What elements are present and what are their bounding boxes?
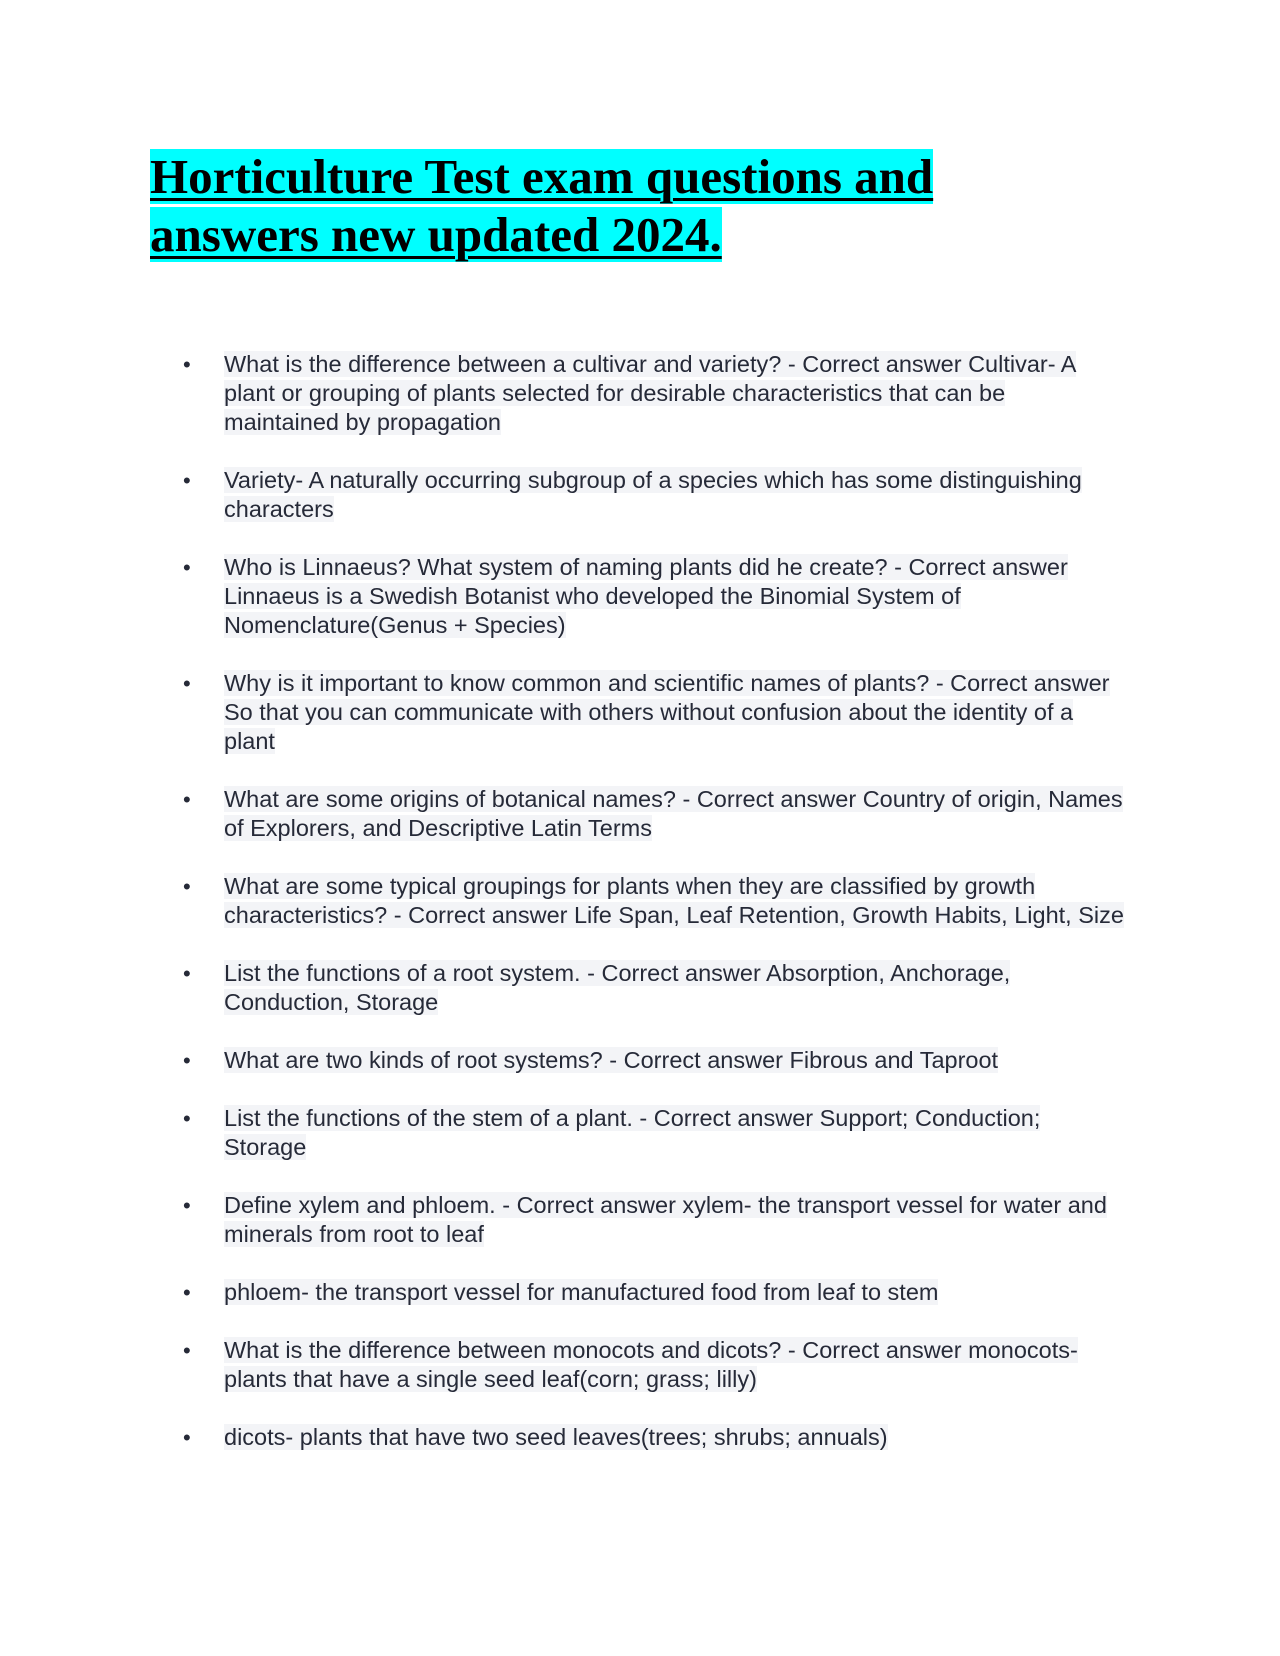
bullet-icon: • [183, 787, 191, 812]
list-item [183, 553, 1124, 640]
bullet-icon: • [183, 1048, 191, 1073]
list-item [183, 785, 1124, 843]
list-item [183, 1336, 1124, 1394]
title-line-2: answers new updated 2024. [150, 207, 722, 262]
bullet-icon: • [183, 1106, 191, 1131]
bullet-icon: • [183, 1193, 191, 1218]
bullet-icon: • [183, 671, 191, 696]
bullet-icon: • [183, 1338, 191, 1363]
list-item [183, 669, 1124, 756]
list-item-text: List the functions of a root system. - Correct answer Absorption, Anchorage, Conduction, Storage [224, 960, 1011, 1015]
list-item-text: What are some typical groupings for plants when they are classified by growth characteristics? - Correct answer Life Span, Leaf Retention, Growth Habits, Light, Size [224, 873, 1124, 928]
bullet-icon: • [183, 352, 191, 377]
list-item [183, 1278, 1124, 1307]
list-item-text: Who is Linnaeus? What system of naming plants did he create? - Correct answer Linnaeus is a Swedish Botanist who developed the Binomial System of Nomenclature(Genus + Species) [224, 554, 1068, 638]
list-item [183, 1046, 1124, 1075]
bullet-icon: • [183, 555, 191, 580]
bullet-icon: • [183, 1425, 191, 1450]
list-item-text: Variety- A naturally occurring subgroup of a species which has some distinguishing characters [224, 467, 1082, 522]
list-item [183, 1423, 1124, 1452]
list-item-text: List the functions of the stem of a plant. - Correct answer Support; Conduction; Storage [224, 1105, 1041, 1160]
list-item [183, 350, 1124, 437]
bullet-icon: • [183, 874, 191, 899]
document-title [150, 148, 1030, 264]
list-item-text: phloem- the transport vessel for manufactured food from leaf to stem [224, 1279, 939, 1305]
bullet-icon: • [183, 961, 191, 986]
list-item-text: Why is it important to know common and scientific names of plants? - Correct answer So that you can communicate with others without confusion about the identity of a plant [224, 670, 1110, 754]
list-item [183, 959, 1124, 1017]
title-line-1: Horticulture Test exam questions and [150, 149, 934, 204]
bullet-icon: • [183, 468, 191, 493]
list-item [183, 1104, 1124, 1162]
list-item-text: What is the difference between monocots and dicots? - Correct answer monocots- plants that have a single seed leaf(corn; grass; lilly) [224, 1337, 1078, 1392]
list-item-text: What are some origins of botanical names? - Correct answer Country of origin, Names of Explorers, and Descriptive Latin Terms [224, 786, 1123, 841]
list-item-text: dicots- plants that have two seed leaves(trees; shrubs; annuals) [224, 1424, 888, 1450]
bullet-icon: • [183, 1280, 191, 1305]
list-item [183, 466, 1124, 524]
list-item-text: Define xylem and phloem. - Correct answer xylem- the transport vessel for water and minerals from root to leaf [224, 1192, 1107, 1247]
list-item-text: What are two kinds of root systems? - Correct answer Fibrous and Taproot [224, 1047, 999, 1073]
list-item [183, 1191, 1124, 1249]
list-item-text: What is the difference between a cultivar and variety? - Correct answer Cultivar- A plant or grouping of plants selected for desirable characteristics that can be maintained by propagation [224, 351, 1077, 435]
qa-list [183, 350, 1124, 1481]
list-item [183, 872, 1124, 930]
